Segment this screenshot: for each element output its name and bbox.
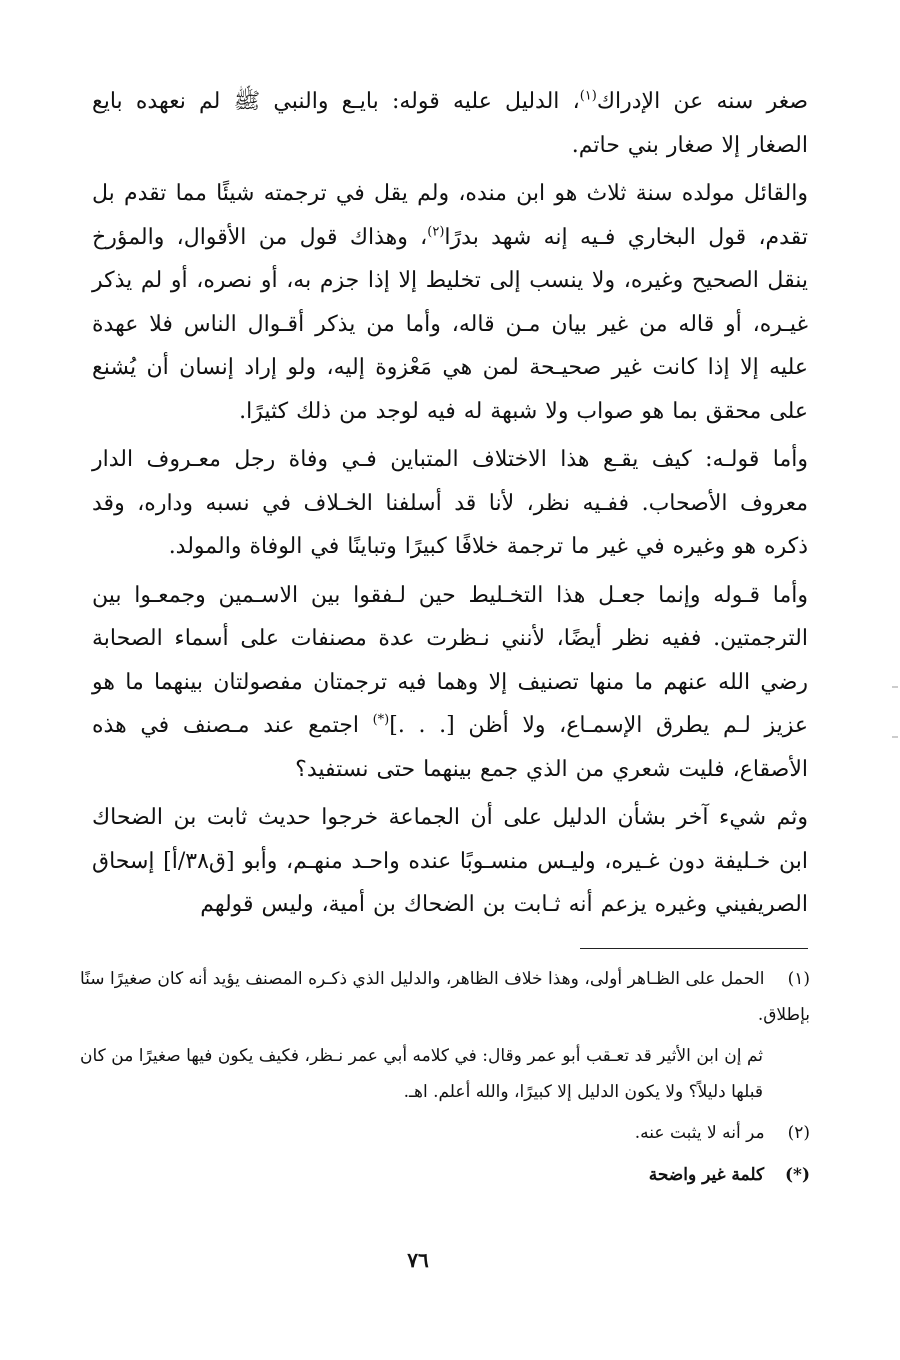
footnote-text: مر أنه لا يثبت عنه. xyxy=(634,1123,765,1143)
paragraph-text: والقائل مولده سنة ثلاث هو ابن منده، ولم يقل في ترجمته شيئًا مما تقدم بل تقدم، قول البخاري فـيه إنه شهد بدرًا xyxy=(92,181,808,250)
paragraph-text: وثم شيء آخر بشأن الدليل على أن الجماعة خرجوا حديث ثابت بن الضحاك ابن خـليفة دون غـيره، وليـس منسـوبًا عنده واحـد منهـم، وأبو [ق٣٨/أ] إسحاق الصريفيني وغيره يزعم أنه ثـابت بن الضحاك بن أمية، وليس قولهم xyxy=(92,805,808,917)
paragraph-text: وأما قولـه: كيف يقـع هذا الاختلاف المتباين فـي وفاة رجل معـروف الدار معروف الأصحاب. ففـيه نظر، لأنا قد أسلفنا الخـلاف في نسبه وداره، وقد ذكره هو وغيره في غير ما ترجمة خلافًا كبيرًا وتباينًا في الوفاة والمولد. xyxy=(92,447,808,559)
footnote-2 xyxy=(80,1116,810,1152)
paragraph-text: وأما قـوله وإنما جعـل هذا التخـليط حين لـفقوا بين الاسـمين وجمعـوا بين الترجمتين. ففيه نظر أيضًا، لأنني نـظرت عدة مصنفات على أسماء الصحابة رضي الله عنهم ما منها تصنيف إلا وهما فيه ترجمتان مفصولتان بينهما ما هو عزيز لـم يطرق الإسمـاع، ولا أظن [. . .] xyxy=(92,582,809,738)
footnote-text: كلمة غير واضحة xyxy=(648,1164,765,1185)
main-text xyxy=(92,80,808,932)
footnote-separator xyxy=(580,948,808,949)
margin-mark xyxy=(892,686,898,688)
footnote-star xyxy=(80,1158,810,1194)
paragraph-1 xyxy=(92,80,808,167)
footnote-text: الحمل على الظـاهر أولى، وهذا خلاف الظاهر، والدليل الذي ذكـره المصنف يؤيد أنه كان صغيرًا سنًا بإطلاق. xyxy=(80,969,810,1025)
footnote-text: ثم إن ابن الأثير قد تعـقب أبو عمر وقال: في كلامه أبي عمر نـظر، فكيف يكون فيها صغيرًا من كان قبلها دليلاً؟ ولا يكون الدليل إلا كبيرًا، والله أعلم. اهـ. xyxy=(80,1046,763,1102)
footnote-number: (٢) xyxy=(787,1123,810,1143)
footnotes xyxy=(80,962,810,1199)
paragraph-text: ، وهذاك قول من الأقوال، والمؤرخ ينقل الصحيح وغيره، ولا ينسب إلى تخليط إلا إذا جزم به، أو نصره، أو لم يذكر غيـره، أو قاله من غير بيان مـن قاله، وأما من يذكر أقـوال الناس فلا عهدة عليه إلا إذا كانت غير صحيـحة لمن هي مَعْزوة إليه، ولو إراد إنسان أن يُشنع على محقق بما هو صواب ولا شبهة له فيه لوجد من ذلك كثيرًا. xyxy=(92,224,808,424)
paragraph-text: صغر سنه عن الإدراك xyxy=(596,89,808,114)
footnote-ref-1: (١) xyxy=(579,88,597,104)
paragraph-text: اجتمع عند مـصنف في هذه الأصقاع، فليت شعري من الذي جمع بينهما حتى نستفيد؟ xyxy=(92,713,808,782)
footnote-number: (*) xyxy=(785,1164,810,1185)
paragraph-4 xyxy=(92,574,808,792)
footnote-ref-star: (*) xyxy=(372,712,390,728)
footnote-ref-2: (٢) xyxy=(427,224,445,240)
footnote-1-continuation xyxy=(80,1039,810,1110)
footnote-1 xyxy=(80,962,810,1033)
page-number: ٧٦ xyxy=(407,1248,429,1272)
margin-mark xyxy=(892,736,898,738)
paragraph-5 xyxy=(92,796,808,927)
footnote-number: (١) xyxy=(787,969,810,989)
paragraph-text: ، الدليل عليه قوله: بايـع والنبي ﷺ لم نعهده بايع الصغار إلا صغار بني حاتم. xyxy=(92,89,808,158)
paragraph-2 xyxy=(92,172,808,433)
paragraph-3 xyxy=(92,438,808,569)
